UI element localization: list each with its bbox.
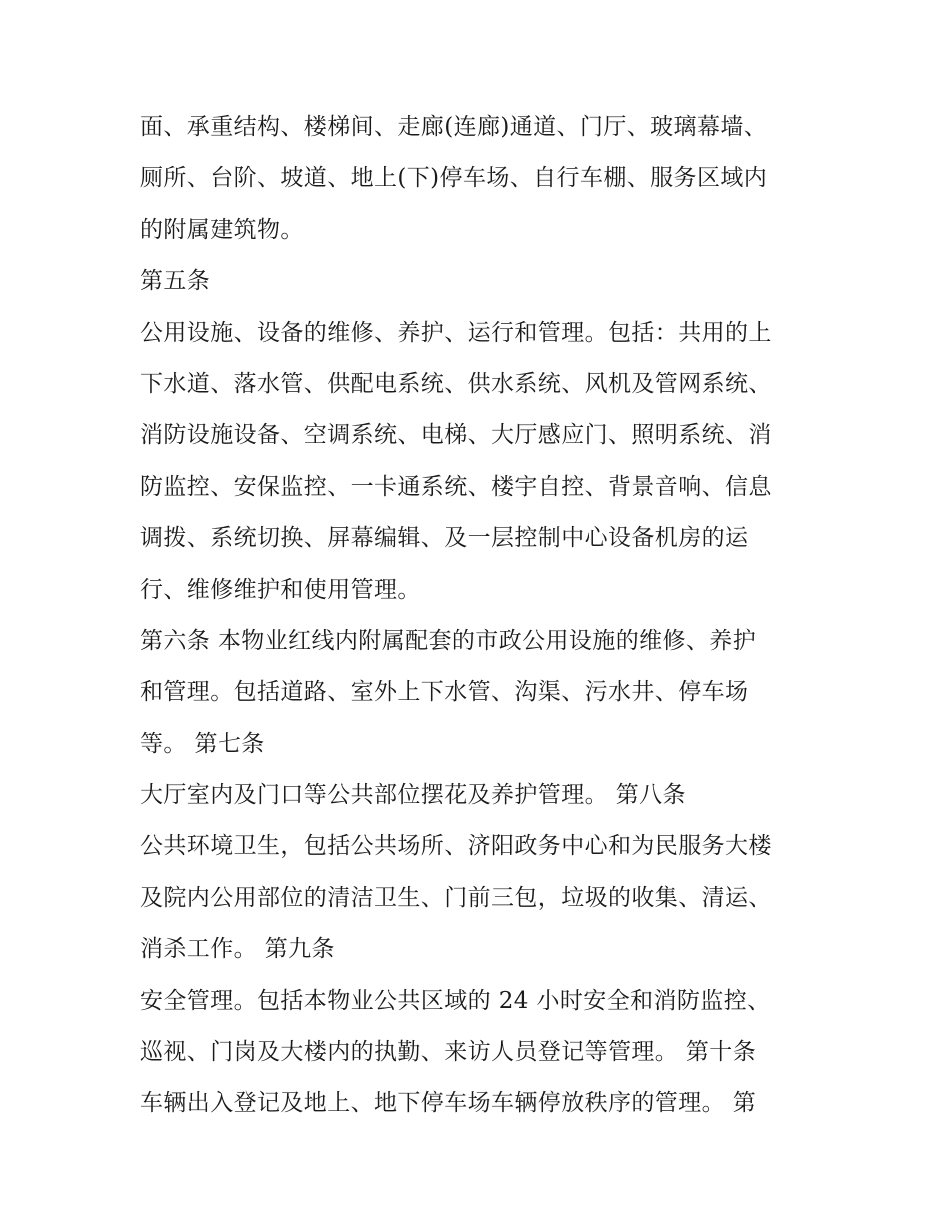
- text-line: 和管理。包括道路、室外上下水管、沟渠、污水井、停车场: [140, 679, 749, 706]
- text-line: 面、承重结构、楼梯间、走廊(连廊)通道、门厅、玻璃幕墙、: [140, 114, 768, 140]
- text-line: 公共环境卫生，包括公共场所、济阳政务中心和为民服务大楼: [140, 833, 772, 860]
- text-line: 巡视、门岗及大楼内的执勤、来访人员登记等管理。 第十条: [140, 1039, 757, 1066]
- document-body: [140, 102, 830, 1130]
- text-line: 大厅室内及门口等公共部位摆花及养护管理。 第八条: [140, 782, 686, 809]
- text-line: 消防设施设备、空调系统、电梯、大厅感应门、照明系统、消: [140, 422, 772, 449]
- text-line: 下水道、落水管、供配电系统、供水系统、风机及管网系统、: [140, 370, 772, 397]
- text-line: 消杀工作。 第九条: [140, 936, 335, 963]
- section-heading-article-5: 第五条: [140, 268, 211, 295]
- text-line: 第六条 本物业红线内附属配套的市政公用设施的维修、养护: [140, 627, 757, 654]
- text-line: 安全管理。包括本物业公共区域的 24 小时安全和消防监控、: [140, 987, 771, 1014]
- text-line: 及院内公用部位的清洁卫生、门前三包，垃圾的收集、清运、: [140, 884, 772, 911]
- text-line: 行、维修维护和使用管理。: [140, 576, 421, 603]
- text-line: 防监控、安保监控、一卡通系统、楼宇自控、背景音响、信息: [140, 473, 772, 500]
- text-line: 调拨、系统切换、屏幕编辑、及一层控制中心设备机房的运: [140, 525, 749, 552]
- text-line: 公用设施、设备的维修、养护、运行和管理。包括：共用的上: [140, 319, 772, 346]
- text-line: 厕所、台阶、坡道、地上(下)停车场、自行车棚、服务区域内: [140, 165, 768, 192]
- text-line: 等。 第七条: [140, 730, 265, 757]
- text-line: 车辆出入登记及地上、地下停车场车辆停放秩序的管理。 第: [140, 1090, 757, 1117]
- text-line: 的附属建筑物。: [140, 216, 304, 243]
